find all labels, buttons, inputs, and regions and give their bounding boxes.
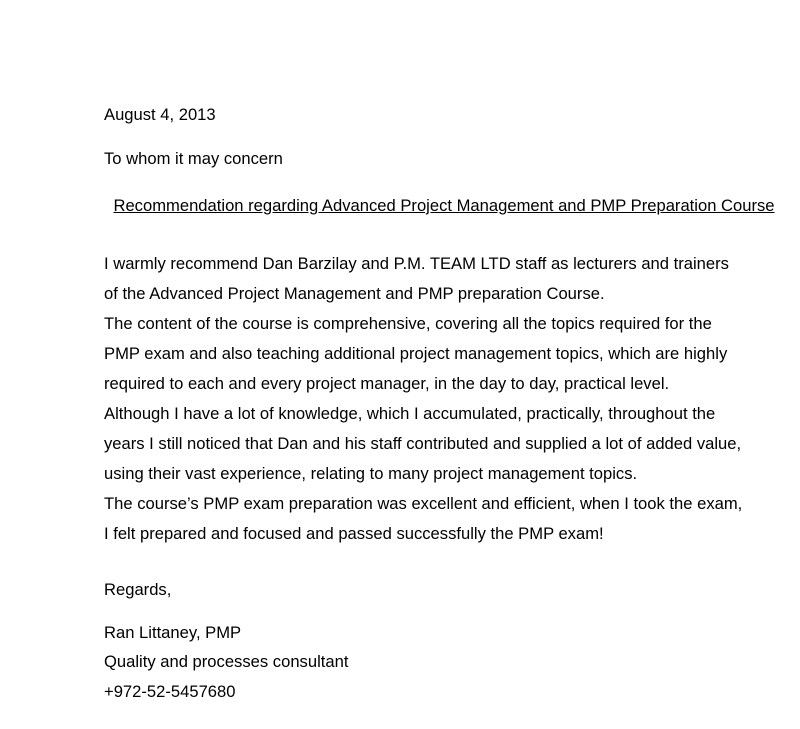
body-line: I felt prepared and focused and passed successfully the PMP exam! <box>104 524 604 543</box>
letter-salutation: To whom it may concern <box>104 149 283 168</box>
signature-name: Ran Littaney, PMP <box>104 623 242 642</box>
body-line: The content of the course is comprehensive, covering all the topics required for the <box>104 314 712 333</box>
body-line: of the Advanced Project Management and PMP preparation Course. <box>104 284 605 303</box>
body-line: PMP exam and also teaching additional project management topics, which are highly <box>104 344 728 363</box>
body-line: required to each and every project manager, in the day to day, practical level. <box>104 374 670 393</box>
body-line: years I still noticed that Dan and his staff contributed and supplied a lot of added value, <box>104 434 742 453</box>
body-line: The course’s PMP exam preparation was excellent and efficient, when I took the exam, <box>104 494 743 513</box>
letter-date: August 4, 2013 <box>104 105 216 124</box>
body-line: Although I have a lot of knowledge, which I accumulated, practically, throughout the <box>104 404 716 423</box>
letter-subject: Recommendation regarding Advanced Project Management and PMP Preparation Course <box>113 196 775 215</box>
body-line: using their vast experience, relating to many project management topics. <box>104 464 638 483</box>
signature-role: Quality and processes consultant <box>104 652 349 671</box>
body-line: I warmly recommend Dan Barzilay and P.M. TEAM LTD staff as lecturers and trainers <box>104 254 729 273</box>
signature-phone: +972-52-5457680 <box>104 682 236 701</box>
letter-closing: Regards, <box>104 580 172 599</box>
letter-body <box>104 249 784 549</box>
